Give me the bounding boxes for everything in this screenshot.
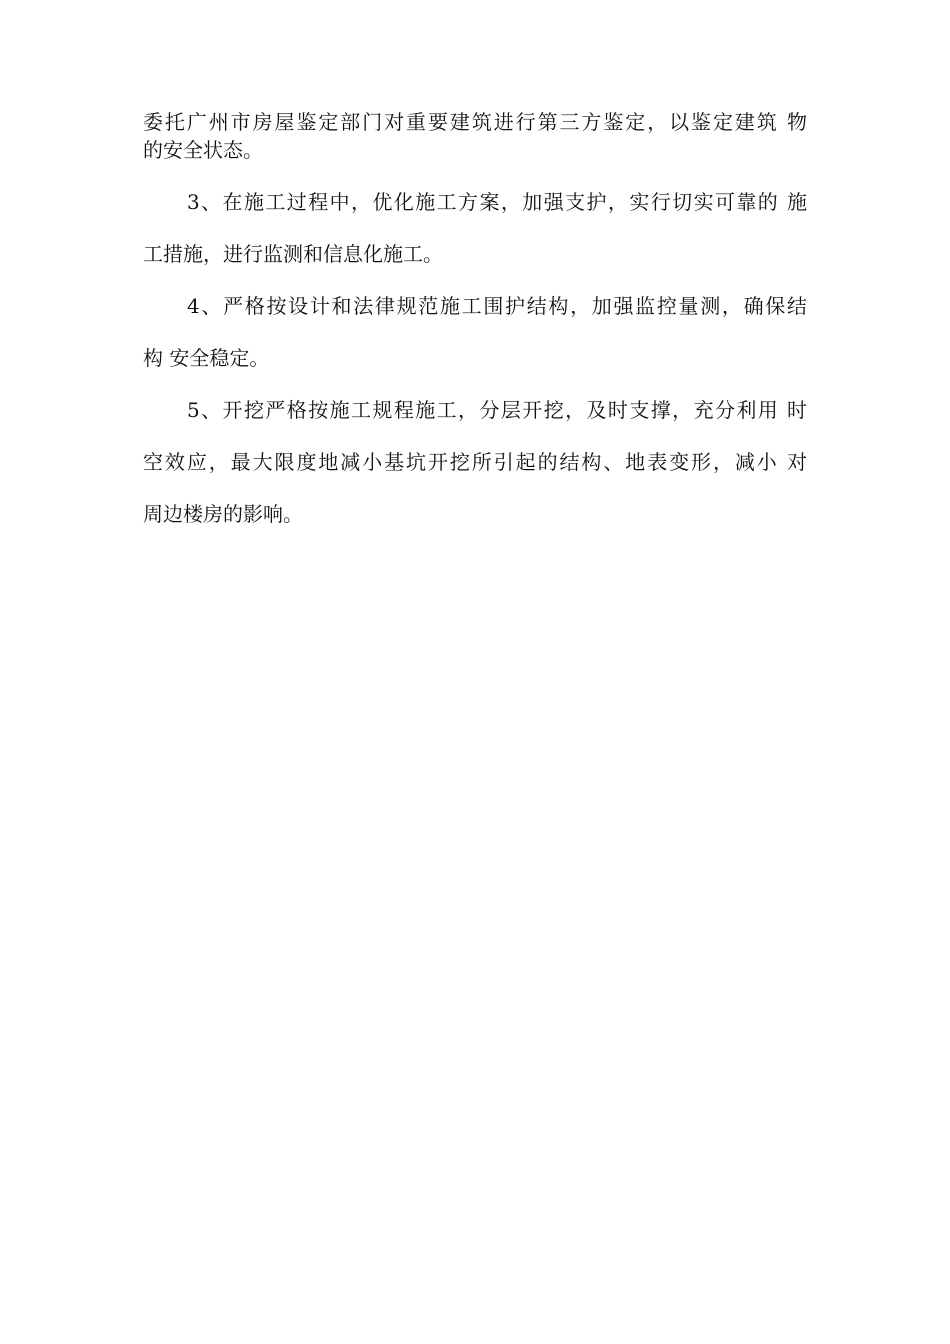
- paragraph-line: 工措施，进行监测和信息化施工。: [143, 242, 443, 266]
- paragraph-line: 委托广州市房屋鉴定部门对重要建筑进行第三方鉴定，以鉴定建筑 物: [143, 110, 807, 134]
- paragraph-line: 构 安全稳定。: [143, 346, 270, 370]
- paragraph-line: 的安全状态。: [143, 138, 263, 162]
- paragraph-line: 4、严格按设计和法律规范施工围护结构，加强监控量测，确保结: [187, 294, 807, 318]
- document-body: [143, 108, 807, 528]
- paragraph-line: 5、开挖严格按施工规程施工，分层开挖，及时支撑，充分利用 时: [187, 398, 807, 422]
- paragraph-line: 空效应，最大限度地减小基坑开挖所引起的结构、地表变形，减小 对: [143, 450, 807, 474]
- paragraph-line: 3、在施工过程中，优化施工方案，加强支护，实行切实可靠的 施: [187, 190, 807, 214]
- paragraph-line: 周边楼房的影响。: [143, 502, 303, 526]
